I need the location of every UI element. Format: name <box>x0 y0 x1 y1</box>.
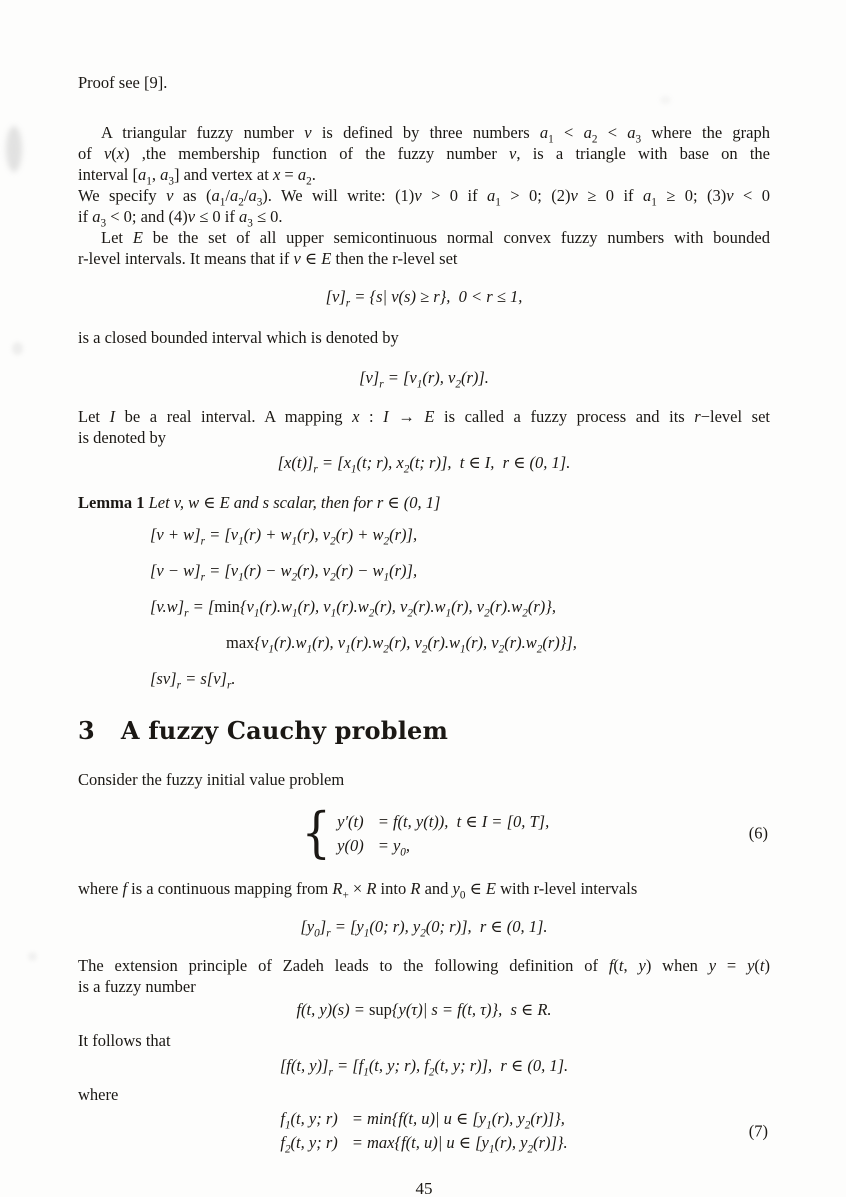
paragraph-line: if $a_3 < 0$; and (4)v ≤ 0 if $a_3 \le 0$. <box>78 207 283 230</box>
paragraph-zadeh <box>78 955 770 997</box>
left-brace: { <box>301 801 331 865</box>
lemma-eq-diff: $[v - w]_r = [v_1(r) - w_2(r)$, $v_2(r) - w_1(r)$], <box>150 561 418 584</box>
eq-vr-interval: $[v]_r = [v_1(r)$, $v_2(r)$]. <box>359 368 489 391</box>
paragraph-line: A triangular fuzzy number v is defined by three numbers $a_1 < a_2 < a_3$ where the graph <box>101 123 770 146</box>
text-closed-bounded: is a closed bounded interval which is denoted by <box>78 328 399 347</box>
text-consider: Consider the fuzzy initial value problem <box>78 770 345 789</box>
section-title: A fuzzy Cauchy problem <box>120 716 449 745</box>
lemma-eq-prod-max: $\max\{v_1(r).w_1(r)$, $v_1(r).w_2(r)$, $v_2(r).w_1(r)$, $v_2(r).w_2(r)$}], <box>226 633 577 656</box>
paragraph-fuzzy-process <box>78 406 770 448</box>
eq-6-block <box>78 801 770 865</box>
text-it-follows: It follows that <box>78 1031 171 1050</box>
page-content <box>78 0 770 1197</box>
eq6-rhs1: = f(t, y(t)), t ∈ I = [0, T], <box>377 811 550 831</box>
eq7-rhs1: = min{f(t, u)| u ∈ [$y_1(r)$, $y_2(r)$]}, <box>351 1109 565 1132</box>
paragraph-line: is a fuzzy number <box>78 977 196 996</box>
eq6-lhs1: y′(t) <box>337 811 364 831</box>
text-where: where <box>78 1085 119 1104</box>
lemma-eq-scalar: $[sv]_r = s[v]_r$. <box>150 669 236 692</box>
equation-number-7: (7) <box>748 1121 768 1140</box>
paragraph-line: The extension principle of Zadeh leads to the following definition of f(t, y) when y = y(t) <box>78 956 771 975</box>
eq7-lhs1: $f_1(t$, y; r) <box>280 1109 338 1132</box>
lemma-equations <box>78 523 770 691</box>
scan-smudge <box>6 126 22 172</box>
lemma-1 <box>78 492 770 513</box>
page-number: 45 <box>415 1179 433 1197</box>
proof-text: Proof see [9]. <box>78 73 168 92</box>
scan-smudge <box>28 952 37 961</box>
paragraph-line: Let I be a real interval. A mapping x : I → E is called a fuzzy process and its r−level set <box>78 407 770 426</box>
lemma-eq-prod-min: $[v.w]_r = [\min\{v_1(r).w_1(r)$, $v_1(r).w_2(r)$, $v_2(r).w_1(r)$, $v_2(r).w_2(r)$}, <box>150 597 557 620</box>
lemma-eq-sum: $[v + w]_r = [v_1(r) + w_1(r)$, $v_2(r) + w_2(r)$], <box>150 525 418 548</box>
eq-xt-rlevel: $[x(t)]_r = [x_1(t$; r), $x_2(t$; r)], t ∈ I, r ∈ (0, 1]. <box>277 453 571 476</box>
eq-y0-rlevel: $[y_0]_r = [y_1(0$; r), $y_2(0$; r)], r ∈ (0, 1]. <box>300 917 548 940</box>
text-where-f: where f is a continuous mapping from $R_+ \times R$ into R and $y_0$ ∈ E with r-level intervals <box>78 879 638 902</box>
paragraph-line: We specify v as $(a_1/a_2/a_3)$. We will write: (1)v > 0 if $a_1 > 0$; (2)v ≥ 0 if $a_1 \ge 0$; (3)v < 0 <box>78 186 770 209</box>
eq7-lhs2: $f_2(t$, y; r) <box>280 1133 338 1156</box>
section-heading <box>78 717 770 745</box>
equation-number-6: (6) <box>748 823 768 843</box>
paragraph-line: r-level intervals. It means that if v ∈ E then the r-level set <box>78 249 458 268</box>
paragraph-line: Let E be the set of all upper semicontinuous normal convex fuzzy numbers with bounded <box>101 228 770 247</box>
section-number: 3 <box>78 716 95 745</box>
eq-7-block <box>78 1107 770 1154</box>
eq6-lhs2: y(0) <box>337 835 364 855</box>
paragraph-triangular-fuzzy <box>78 122 770 269</box>
eq6-rhs2: = $y_0$, <box>377 835 411 858</box>
eq-rlevel-set: $[v]_r = \{s|$ v(s) ≥ r}, 0 < r ≤ 1, <box>325 287 523 310</box>
eq-extension-principle: f(t, y)(s) = sup{y(τ)| s = f(t, τ)}, s ∈ R. <box>296 1000 552 1019</box>
lemma-statement: Let v, w ∈ E and s scalar, then for r ∈ (0, 1] <box>148 493 441 512</box>
lemma-label: Lemma 1 <box>78 493 145 512</box>
paragraph-line: is denoted by <box>78 428 166 447</box>
eq-f-rlevel: [f(t, $y)]_r = [f_1(t$, y; r), $f_2(t$, y; r)], r ∈ (0, 1]. <box>279 1056 569 1079</box>
eq7-rhs2: = max{f(t, u)| u ∈ [$y_1(r)$, $y_2(r)$]}. <box>351 1133 568 1156</box>
scan-smudge <box>12 342 23 355</box>
paragraph-line: interval [$a_1$, $a_3$] and vertex at $x = a_2$. <box>78 165 316 188</box>
paragraph-line: of v(x) ,the membership function of the fuzzy number v, is a triangle with base on the <box>78 144 770 163</box>
cases-system <box>299 801 550 865</box>
